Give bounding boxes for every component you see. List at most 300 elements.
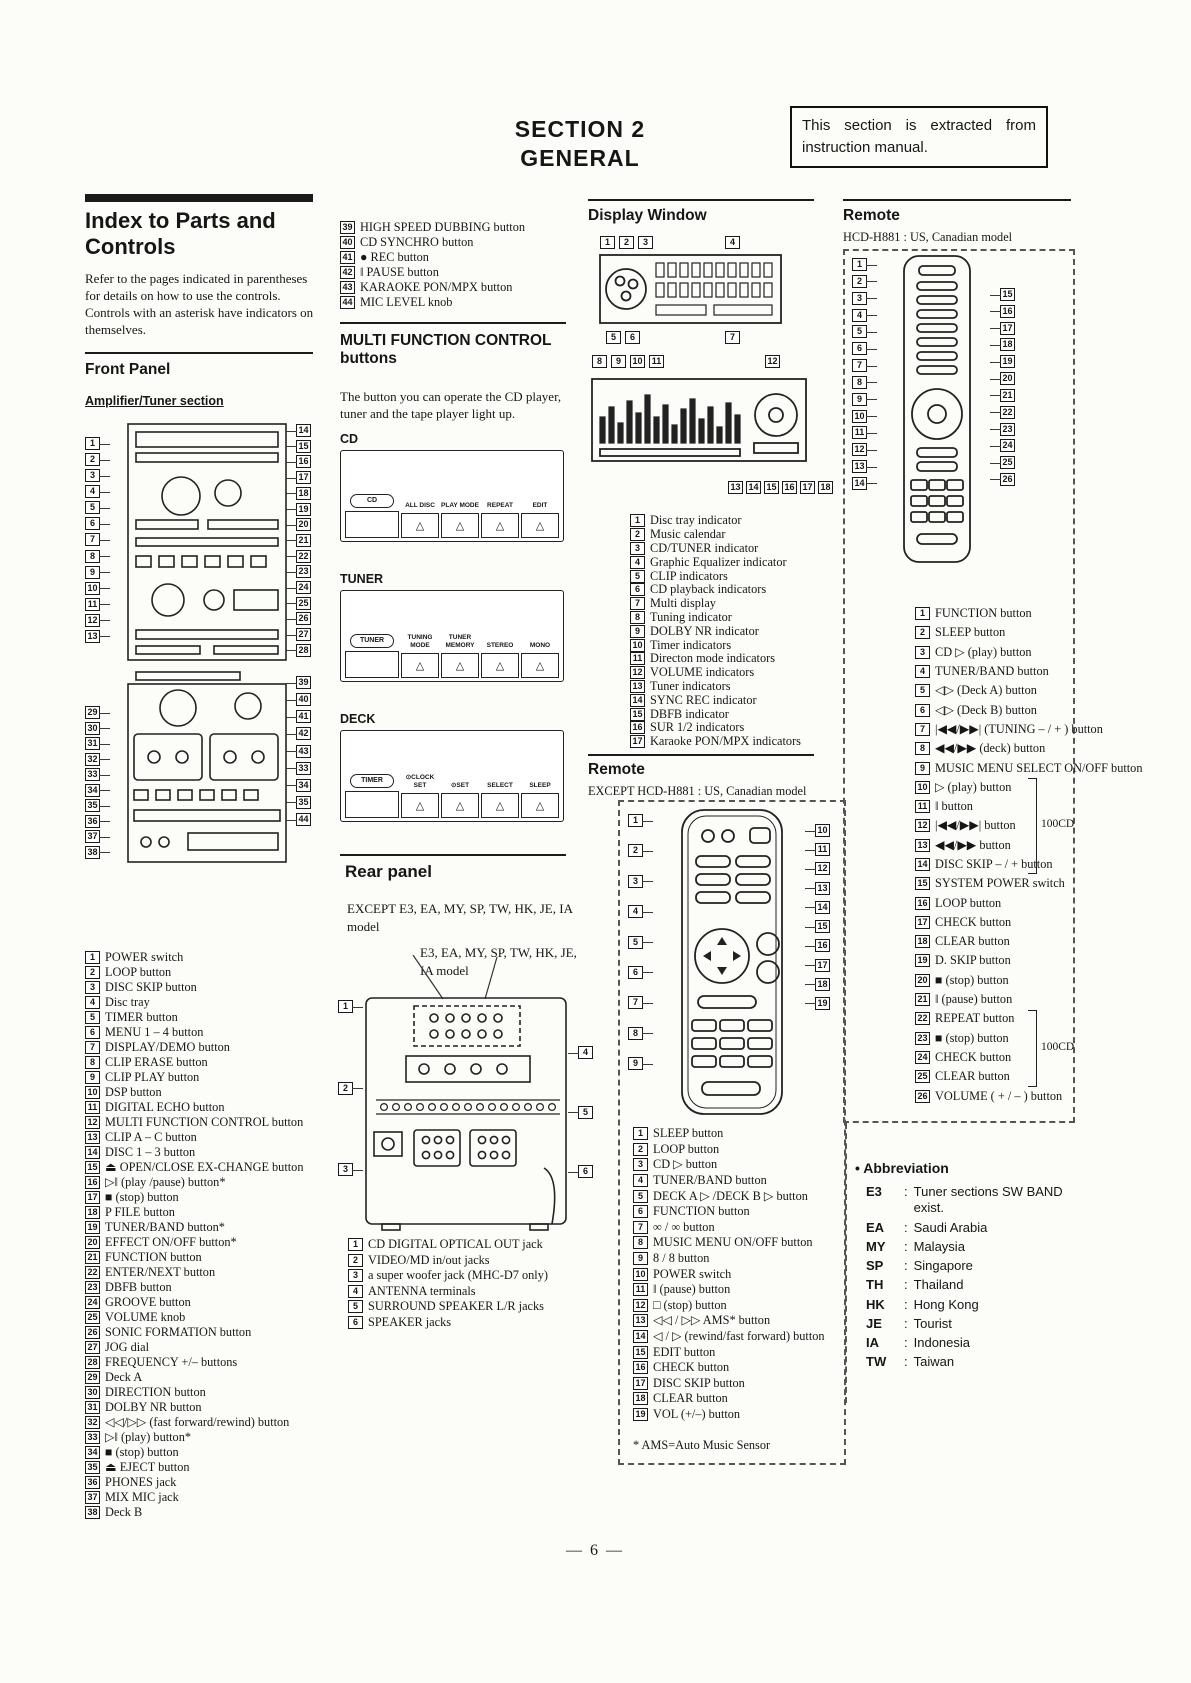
callout-41: 41 [296,710,311,723]
item-number: 8 [630,611,645,624]
item-label: CD ▷ button [653,1157,718,1172]
item-label: D. SKIP button [935,953,1011,968]
parts-list-item-19 [915,951,1142,970]
item-number: 26 [85,1326,100,1339]
parts-list-item-41 [340,250,525,265]
group-label-100cd-1: 100CD [1041,818,1075,830]
callout-1: 1 [600,236,615,249]
item-label: FUNCTION button [935,606,1032,621]
index-title: Index to Parts and Controls [85,208,276,259]
parts-list-item-1 [915,604,1142,623]
parts-list-item-5 [85,1010,303,1025]
item-number: 10 [633,1268,648,1281]
item-number: 3 [633,1158,648,1171]
item-label: CHECK button [935,1049,1012,1064]
callout-25: 25 [1000,456,1015,469]
item-label: CD DIGITAL OPTICAL OUT jack [368,1237,543,1252]
abbreviation-row: TH : Thailand [866,1277,964,1293]
callout-5: 5 [852,325,867,338]
parts-list-item-7 [915,720,1142,739]
callout-36: 36 [85,815,100,828]
item-label: DOLBY NR button [105,1400,202,1414]
parts-list-item-1 [85,950,303,965]
parts-list-item-10 [85,1085,303,1100]
parts-list-item-1 [630,514,801,528]
item-label: MUSIC MENU SELECT ON/OFF button [935,760,1143,775]
group-bracket-100cd-2 [1028,1010,1037,1087]
item-label: FREQUENCY +/– buttons [105,1355,238,1369]
item-label: Tuner indicators [650,678,731,693]
index-intro: Refer to the pages indicated in parentheses for details on how to use the controls. Controls with an asterisk have indicators on themselves. [85,271,314,338]
callout-11: 11 [85,598,100,611]
item-label: CHECK button [935,914,1012,929]
item-label: DSP button [105,1085,162,1099]
item-number: 5 [630,570,645,583]
display-window-diagram-2 [590,377,808,463]
item-number: 2 [915,626,930,639]
item-label: ● REC button [360,250,429,264]
item-number: 25 [915,1070,930,1083]
callout-18: 18 [818,481,833,494]
parts-list-item-4 [85,995,303,1010]
callout-12: 12 [815,862,830,875]
parts-list-item-25 [85,1310,303,1325]
item-number: 41 [340,251,355,264]
remote-except-diagram [668,806,796,1118]
callout-4: 4 [578,1046,593,1059]
parts-list-front-panel [85,950,303,1520]
volume-indicator-dial [755,394,797,436]
parts-list-item-18 [85,1205,303,1220]
callout-8: 8 [628,1027,643,1040]
item-number: 16 [633,1361,648,1374]
abbreviation-row: SP : Singapore [866,1258,973,1273]
item-label: DISPLAY/DEMO button [105,1040,230,1054]
item-number: 7 [630,597,645,610]
parts-list-item-19 [633,1407,825,1423]
item-number: 17 [85,1191,100,1204]
item-number: 8 [915,742,930,755]
item-label: SYSTEM POWER switch [935,876,1065,891]
item-label: Directon mode indicators [650,651,775,666]
item-number: 16 [630,721,645,734]
phones-jack [141,837,151,847]
item-label: ‖ (pause) button [653,1282,731,1297]
mix-mic-jack [159,837,169,847]
item-number: 26 [915,1090,930,1103]
remote-body [904,256,970,562]
item-number: 7 [915,723,930,736]
divider [340,854,566,856]
item-label: ∞ / ∞ button [653,1219,715,1234]
item-number: 15 [915,877,930,890]
callout-37: 37 [85,830,100,843]
parts-list-item-3 [633,1157,825,1173]
item-number: 31 [85,1401,100,1414]
jog-dial [162,477,200,515]
callout-7: 7 [628,996,643,1009]
mfc-key: ⊙SET △ [441,774,479,818]
item-number: 11 [630,652,645,665]
item-number: 17 [630,735,645,748]
callout-3: 3 [852,292,867,305]
abbreviation-row: JE : Tourist [866,1315,952,1331]
item-number: 4 [630,556,645,569]
divider [588,754,814,756]
callout-4: 4 [628,905,643,918]
item-label: ◁◁ / ▷▷ AMS* button [653,1313,771,1328]
power-cord [544,1168,555,1224]
callout-12: 12 [852,443,867,456]
item-label: SPEAKER jacks [368,1314,452,1329]
parts-list-item-16 [630,721,801,735]
callout-18: 18 [815,978,830,991]
item-label: TUNER/BAND button [935,664,1049,679]
item-label: GROOVE button [105,1295,191,1309]
rear-note-model: E3, EA, MY, SP, TW, HK, JE, IA model [420,945,577,979]
item-number: 36 [85,1476,100,1489]
callout-13: 13 [85,630,100,643]
callout-1: 1 [85,437,100,450]
parts-list-item-14 [85,1145,303,1160]
item-number: 12 [633,1299,648,1312]
item-number: 6 [630,583,645,596]
parts-list-item-3 [630,542,801,556]
parts-list-item-3 [915,643,1142,662]
parts-list-item-3 [85,980,303,995]
item-label: VOLUME knob [105,1310,186,1324]
item-number: 33 [85,1431,100,1444]
item-label: DISC SKIP button [653,1375,745,1390]
callout-5: 5 [578,1106,593,1119]
parts-list-item-16 [633,1360,825,1376]
item-label: ◀◀/▶▶ (deck) button [935,741,1046,756]
item-number: 3 [915,646,930,659]
parts-list-item-1 [348,1237,548,1253]
mfc-key: SELECT △ [481,774,519,818]
abbreviation-row: HK : Hong Kong [866,1296,979,1312]
callout-22: 22 [296,550,311,563]
parts-list-39-44 [340,220,525,310]
knob [235,693,261,719]
rear-panel-list [348,1237,548,1330]
item-number: 9 [85,1071,100,1084]
parts-list-item-29 [85,1370,303,1385]
item-number: 19 [633,1408,648,1421]
parts-list-item-34 [85,1445,303,1460]
callout-2: 2 [852,275,867,288]
callout-14: 14 [296,424,311,437]
display-window-diagram-1 [598,253,783,325]
front-panel-diagram [126,420,288,664]
front-panel-title: Front Panel [85,361,171,378]
item-label: ANTENNA terminals [368,1283,476,1298]
callout-19: 19 [815,997,830,1010]
item-label: Multi display [650,596,716,611]
parts-list-item-21 [85,1250,303,1265]
callout-9: 9 [852,393,867,406]
item-label: TUNER/BAND button* [105,1220,225,1234]
parts-list-item-39 [340,220,525,235]
parts-list-item-10 [633,1266,825,1282]
callout-5: 5 [606,331,621,344]
surround-speaker-jacks [414,1130,460,1166]
item-label: Music calendar [650,527,726,542]
item-label: REPEAT button [935,1011,1015,1026]
display-window-title: Display Window [588,207,707,224]
item-label: PHONES jack [105,1475,177,1489]
callout-32: 32 [85,753,100,766]
callout-44: 44 [296,813,311,826]
callout-3: 3 [628,875,643,888]
item-label: SUR 1/2 indicators [650,720,745,735]
item-label: ◁▷ (Deck B) button [935,702,1037,717]
item-number: 16 [85,1176,100,1189]
remote-except-subtitle: EXCEPT HCD-H881 : US, Canadian model [588,784,807,798]
item-number: 14 [85,1146,100,1159]
callout-12: 12 [765,355,780,368]
callout-39: 39 [296,676,311,689]
item-label: Graphic Equalizer indicator [650,554,787,569]
callout-3: 3 [338,1163,353,1176]
callout-2: 2 [338,1082,353,1095]
callout-1: 1 [852,258,867,271]
item-number: 2 [85,966,100,979]
abbreviation-list [866,1184,1066,1371]
item-label: ENTER/NEXT button [105,1265,216,1279]
parts-list-item-13 [630,680,801,694]
parts-list-item-9 [85,1070,303,1085]
volume-button [917,534,957,544]
knob [152,584,184,616]
item-label: VOLUME indicators [650,665,755,680]
item-label: ‖ (pause) button [935,992,1013,1007]
item-label: SYNC REC indicator [650,692,757,707]
speaker-jacks [470,1130,516,1166]
rear-callouts-left [338,1000,353,1176]
callout-9: 9 [85,566,100,579]
item-number: 6 [85,1026,100,1039]
parts-list-item-33 [85,1430,303,1445]
parts-list-item-22 [85,1265,303,1280]
remote-h881-title: Remote [843,207,900,224]
item-number: 20 [915,974,930,987]
sleep-button [702,830,714,842]
callout-17: 17 [1000,322,1015,335]
speaker-terminal-strip [376,1100,560,1114]
parts-list-item-2 [633,1142,825,1158]
remote-except-callouts-right [815,824,830,1010]
item-number: 1 [915,607,930,620]
item-label: CLEAR button [653,1391,728,1406]
item-label: VIDEO/MD in/out jacks [368,1252,490,1267]
parts-list-item-4 [915,662,1142,681]
remote-except-title: Remote [588,761,645,778]
callout-8: 8 [852,376,867,389]
callout-6: 6 [628,966,643,979]
callout-13: 13 [852,460,867,473]
item-label: ◀◀/▶▶ button [935,837,1011,852]
callout-23: 23 [296,565,311,578]
callout-13: 13 [728,481,743,494]
parts-list-item-8 [633,1235,825,1251]
display1-callouts-bottom [606,331,740,344]
volume-knob [215,480,241,506]
callout-24: 24 [296,581,311,594]
parts-list-item-20 [915,971,1142,990]
item-label: ■ (stop) button [105,1190,179,1204]
item-label: a super woofer jack (MHC-D7 only) [368,1268,548,1283]
item-number: 12 [915,819,930,832]
item-label: VOL (+/–) button [653,1406,741,1421]
callout-43: 43 [296,745,311,758]
callout-7: 7 [852,359,867,372]
item-label: DISC 1 – 3 button [105,1145,196,1159]
item-label: MIX MIC jack [105,1490,179,1504]
item-number: 24 [85,1296,100,1309]
section-title-line2: GENERAL [520,144,640,171]
parts-list-item-13 [85,1130,303,1145]
parts-list-item-8 [85,1055,303,1070]
parts-list-item-18 [915,932,1142,951]
parts-list-item-8 [630,611,801,625]
deck-section-diagram [126,670,288,868]
mfc-cd-label: CD [340,432,359,446]
item-number: 17 [633,1377,648,1390]
item-number: 13 [630,680,645,693]
divider [843,199,1071,201]
item-label: □ (stop) button [653,1297,727,1312]
rear-callouts-right [578,1046,593,1178]
callout-6: 6 [852,342,867,355]
item-number: 22 [915,1012,930,1025]
item-label: SLEEP button [935,625,1006,640]
callout-2: 2 [628,844,643,857]
parts-list-item-8 [915,739,1142,758]
item-number: 1 [85,951,100,964]
callout-7: 7 [85,533,100,546]
divider [340,322,566,324]
parts-list-item-6 [633,1204,825,1220]
item-number: 17 [915,916,930,929]
callout-1: 1 [628,814,643,827]
item-label: DBFB indicator [650,706,729,721]
item-number: 1 [348,1238,363,1251]
abbreviation-row: EA : Saudi Arabia [866,1219,988,1235]
mfc-panel-cd [340,450,564,542]
deck-body [128,684,286,862]
music-calendar [656,263,772,315]
parts-list-item-17 [630,735,801,749]
callout-11: 11 [852,426,867,439]
item-number: 14 [633,1330,648,1343]
remote-h881-subtitle: HCD-H881 : US, Canadian model [843,230,1013,244]
parts-list-item-31 [85,1400,303,1415]
parts-list-item-11 [85,1100,303,1115]
item-label: ‖ button [935,799,973,814]
parts-list-item-14 [633,1329,825,1345]
callout-12: 12 [85,614,100,627]
callout-28: 28 [296,644,311,657]
spectrum-bars [600,395,740,443]
callout-3: 3 [638,236,653,249]
parts-list-item-5 [915,681,1142,700]
item-label: POWER switch [653,1266,732,1281]
mfc-key: STEREO △ [481,634,519,678]
item-number: 39 [340,221,355,234]
loop-button [722,830,734,842]
callout-42: 42 [296,727,311,740]
callout-15: 15 [1000,288,1015,301]
callout-4: 4 [85,485,100,498]
mfc-tuner-keys [345,634,559,678]
parts-list-item-20 [85,1235,303,1250]
item-label: Tuning indicator [650,609,732,624]
item-number: 22 [85,1266,100,1279]
callout-14: 14 [746,481,761,494]
front-panel-callouts-right [296,424,311,657]
remote-except-list [633,1126,825,1422]
callout-10: 10 [85,582,100,595]
parts-list-item-10 [630,638,801,652]
parts-list-item-6 [630,583,801,597]
parts-list-item-16 [915,893,1142,912]
callout-7: 7 [725,331,740,344]
callout-5: 5 [628,936,643,949]
mfc-panel-tuner [340,590,564,682]
callout-25: 25 [296,597,311,610]
item-label: MULTI FUNCTION CONTROL button [105,1115,304,1129]
front-panel-body [128,424,286,660]
item-label: ■ (stop) button [935,1030,1009,1045]
tuner-indicator-badge: TUNER [350,634,394,648]
item-label: CLIP indicators [650,568,728,583]
item-number: 19 [915,954,930,967]
callout-22: 22 [1000,406,1015,419]
item-number: 6 [633,1205,648,1218]
callout-27: 27 [296,628,311,641]
abbreviation-row: E3 : Tuner sections SW BAND exist. [866,1184,1063,1216]
callout-2: 2 [85,453,100,466]
item-number: 13 [915,839,930,852]
item-number: 12 [630,666,645,679]
parts-list-item-9 [633,1251,825,1267]
item-number: 27 [85,1341,100,1354]
item-label: Deck A [105,1370,143,1384]
item-label: 8 / 8 button [653,1251,710,1266]
parts-list-item-24 [85,1295,303,1310]
item-number: 8 [85,1056,100,1069]
item-label: FUNCTION button [105,1250,202,1264]
callout-6: 6 [85,517,100,530]
item-label: CLIP A – C button [105,1130,197,1144]
item-number: 15 [85,1161,100,1174]
callout-16: 16 [815,939,830,952]
cd-indicator-badge: CD [350,494,394,508]
knob-small [204,590,224,610]
item-number: 15 [633,1346,648,1359]
abbreviation-row: IA : Indonesia [866,1335,971,1350]
ams-footnote: * AMS=Auto Music Sensor [633,1438,771,1452]
divider [85,352,313,354]
parts-list-item-32 [85,1415,303,1430]
item-label: DIRECTION button [105,1385,206,1399]
item-label: DOLBY NR indicator [650,623,759,638]
parts-list-item-2 [348,1253,548,1269]
callout-8: 8 [592,355,607,368]
callout-9: 9 [628,1057,643,1070]
item-number: 32 [85,1416,100,1429]
